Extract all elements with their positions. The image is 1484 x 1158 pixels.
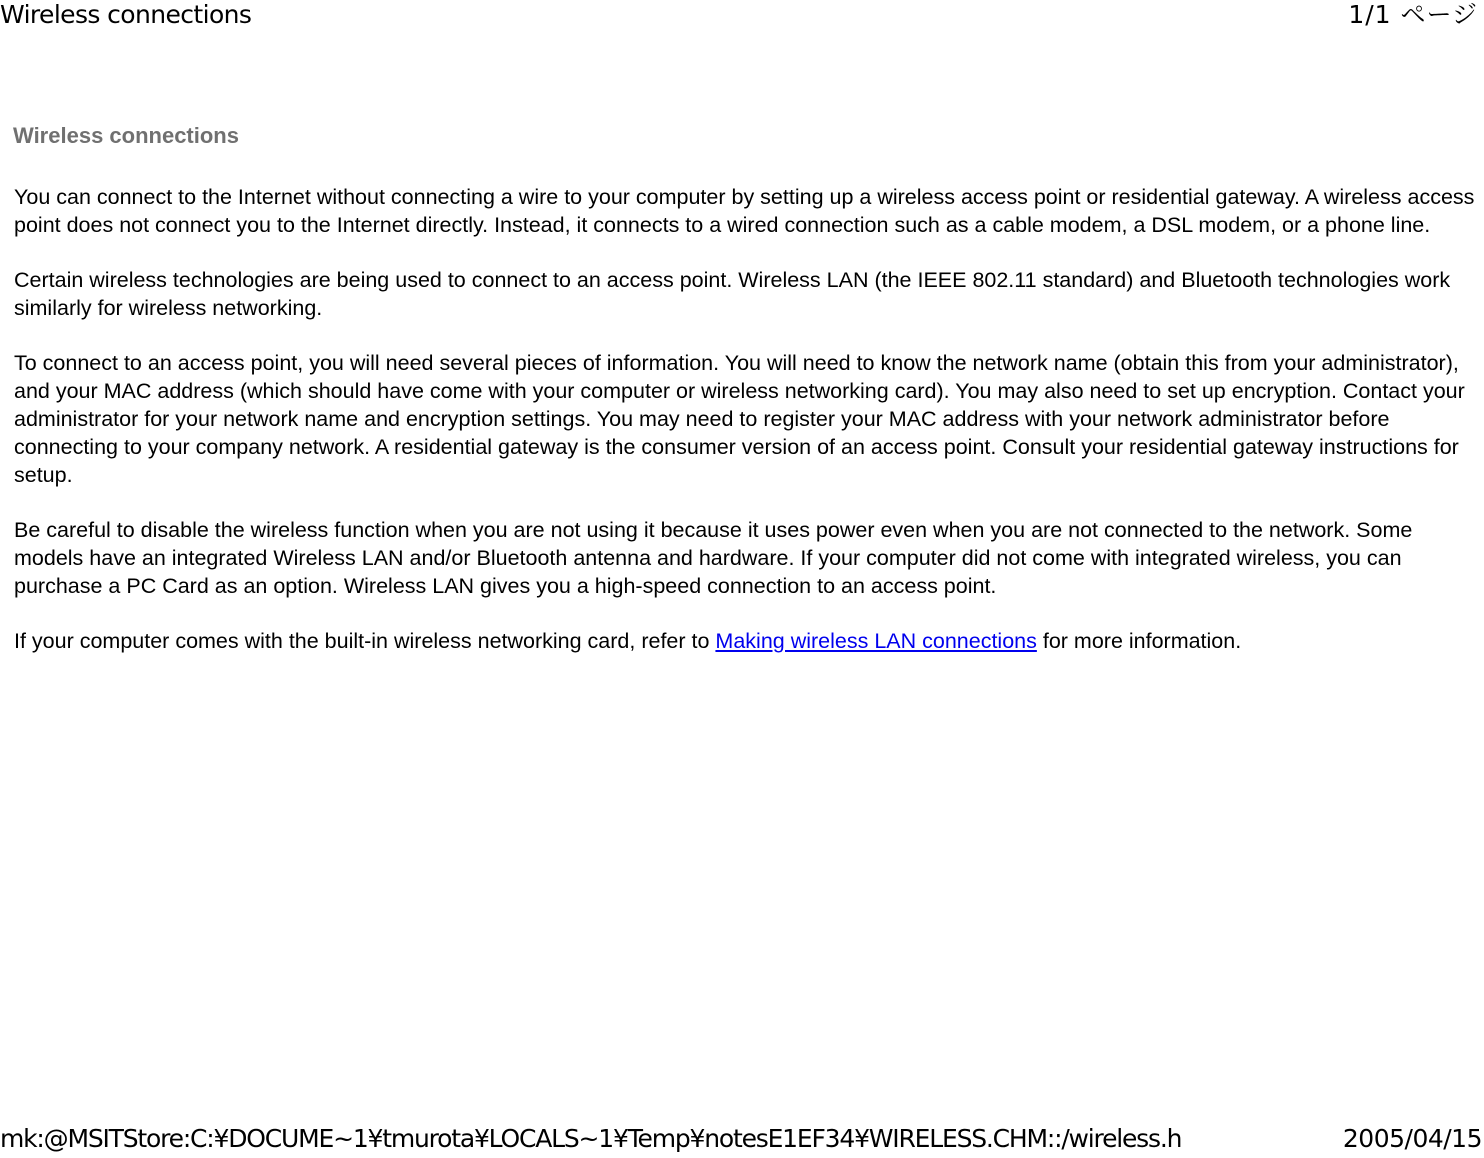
print-footer-date: 2005/04/15 (1333, 1124, 1482, 1154)
paragraph-reference (14, 627, 1476, 655)
making-wireless-lan-connections-link[interactable]: Making wireless LAN connections (715, 629, 1037, 653)
page-title: Wireless connections (13, 123, 239, 148)
paragraph-access-point-info: To connect to an access point, you will need several pieces of information. You will need to know the network name (obtain this from your administrator), and your MAC address (which should have come with your computer or wireless networking card). You may also need to set up encryption. Contact your administrator for your network name and encryption settings. You may need to register your MAC address with your network administrator before connecting to your company network. A residential gateway is the consumer version of an access point. Consult your residential gateway instructions for setup. (14, 351, 1465, 487)
document-body (14, 183, 1476, 682)
print-footer-path: mk:@MSITStore:C:¥DOCUME~1¥tmurota¥LOCALS~1¥Temp¥notesE1EF34¥WIRELESS.CHM::/wireless.h (0, 1124, 1182, 1153)
paragraph-intro: You can connect to the Internet without connecting a wire to your computer by setting up a wireless access point or residential gateway. A wireless access point does not connect you to the Internet directly. Instead, it connects to a wired connection such as a cable modem, a DSL modem, or a phone line. (14, 185, 1475, 237)
paragraph-technologies: Certain wireless technologies are being used to connect to an access point. Wireless LAN (the IEEE 802.11 standard) and Bluetooth technologies work similarly for wireless networking. (14, 268, 1451, 320)
print-header-page-indicator: 1/1 ページ (1348, 0, 1478, 29)
paragraph-disable-wireless: Be careful to disable the wireless function when you are not using it because it uses power even when you are not connected to the network. Some models have an integrated Wireless LAN and/or Bluetooth antenna and hardware. If your computer did not come with integrated wireless, you can purchase a PC Card as an option. Wireless LAN gives you a high-speed connection to an access point. (14, 518, 1413, 598)
reference-text-after: for more information. (1036, 629, 1242, 653)
print-header-title: Wireless connections (0, 0, 252, 29)
reference-text-before: If your computer comes with the built-in wireless networking card, refer to (14, 629, 716, 653)
